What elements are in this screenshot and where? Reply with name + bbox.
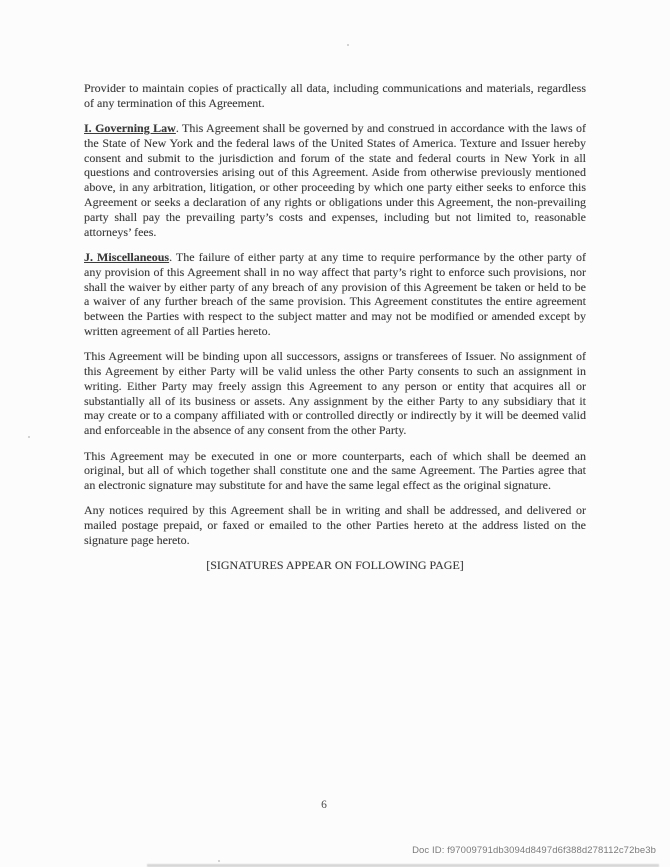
- governing-law-paragraph: [84, 121, 586, 239]
- governing-law-text: . This Agreement shall be governed by and construed in accordance with the laws of the State of New York and the federal laws of the United States of America. Texture and Issuer hereby consent and submit to the jurisdiction and forum of the state and federal courts in New York in all questions and controversies arising out of this Agreement. Aside from otherwise previously mentioned above, in any arbitration, litigation, or other proceeding by which one party either seeks to enforce this Agreement or seeks a declaration of any rights or obligations under this Agreement, the non-prevailing party shall pay the prevailing party’s costs and expenses, including but not limited to, reasonable attorneys’ fees.: [84, 121, 587, 239]
- binding-assignment-paragraph: This Agreement will be binding upon all successors, assigns or transferees of Issuer. No assignment of this Agreement by either Party will be valid unless the other Party consents to such an assignment in writing. Either Party may freely assign this Agreement to any person or entity that acquires all or substantially all of its business or assets. Any assignment by the either Party to any subsidiary that it may create or to a company affiliated with or controlled directly or indirectly by it will be deemed valid and enforceable in the absence of any consent from the other Party.: [84, 349, 586, 438]
- scan-speck: [28, 436, 30, 438]
- doc-id-footer: Doc ID: f97009791db3094d8497d6f388d278112c72be3b: [412, 845, 656, 856]
- scan-speck: [218, 860, 220, 862]
- counterparts-paragraph: This Agreement may be executed in one or more counterparts, each of which shall be deemed an original, but all of which together shall constitute one and the same Agreement. The Parties agree that an electronic signature may substitute for and have the same legal effect as the original signature.: [84, 448, 586, 493]
- miscellaneous-text: . The failure of either party at any time to require performance by the other party of any provision of this Agreement shall in no way affect that party’s right to enforce such provisions, nor shall the waiver by either party of any breach of any provision of this Agreement be taken or held to be a waiver of any further breach of the same provision. This Agreement constitutes the entire agreement between the Parties with respect to the subject matter and may not be modified or amended except by written agreement of all Parties hereto.: [84, 249, 586, 338]
- governing-law-heading: I. Governing Law: [84, 121, 176, 136]
- miscellaneous-heading: J. Miscellaneous: [84, 249, 170, 264]
- notices-paragraph: Any notices required by this Agreement shall be in writing and shall be addressed, and delivered or mailed postage prepaid, or faxed or emailed to the other Parties hereto at the address listed on the signature page hereto.: [84, 503, 586, 548]
- signatures-note: [SIGNATURES APPEAR ON FOLLOWING PAGE]: [206, 558, 464, 573]
- scan-speck: [347, 44, 349, 46]
- document-body: [84, 81, 586, 584]
- miscellaneous-paragraph: [84, 250, 586, 339]
- page-number: 6: [321, 799, 327, 811]
- intro-paragraph: Provider to maintain copies of practically all data, including communications and materials, regardless of any termination of this Agreement.: [84, 81, 586, 110]
